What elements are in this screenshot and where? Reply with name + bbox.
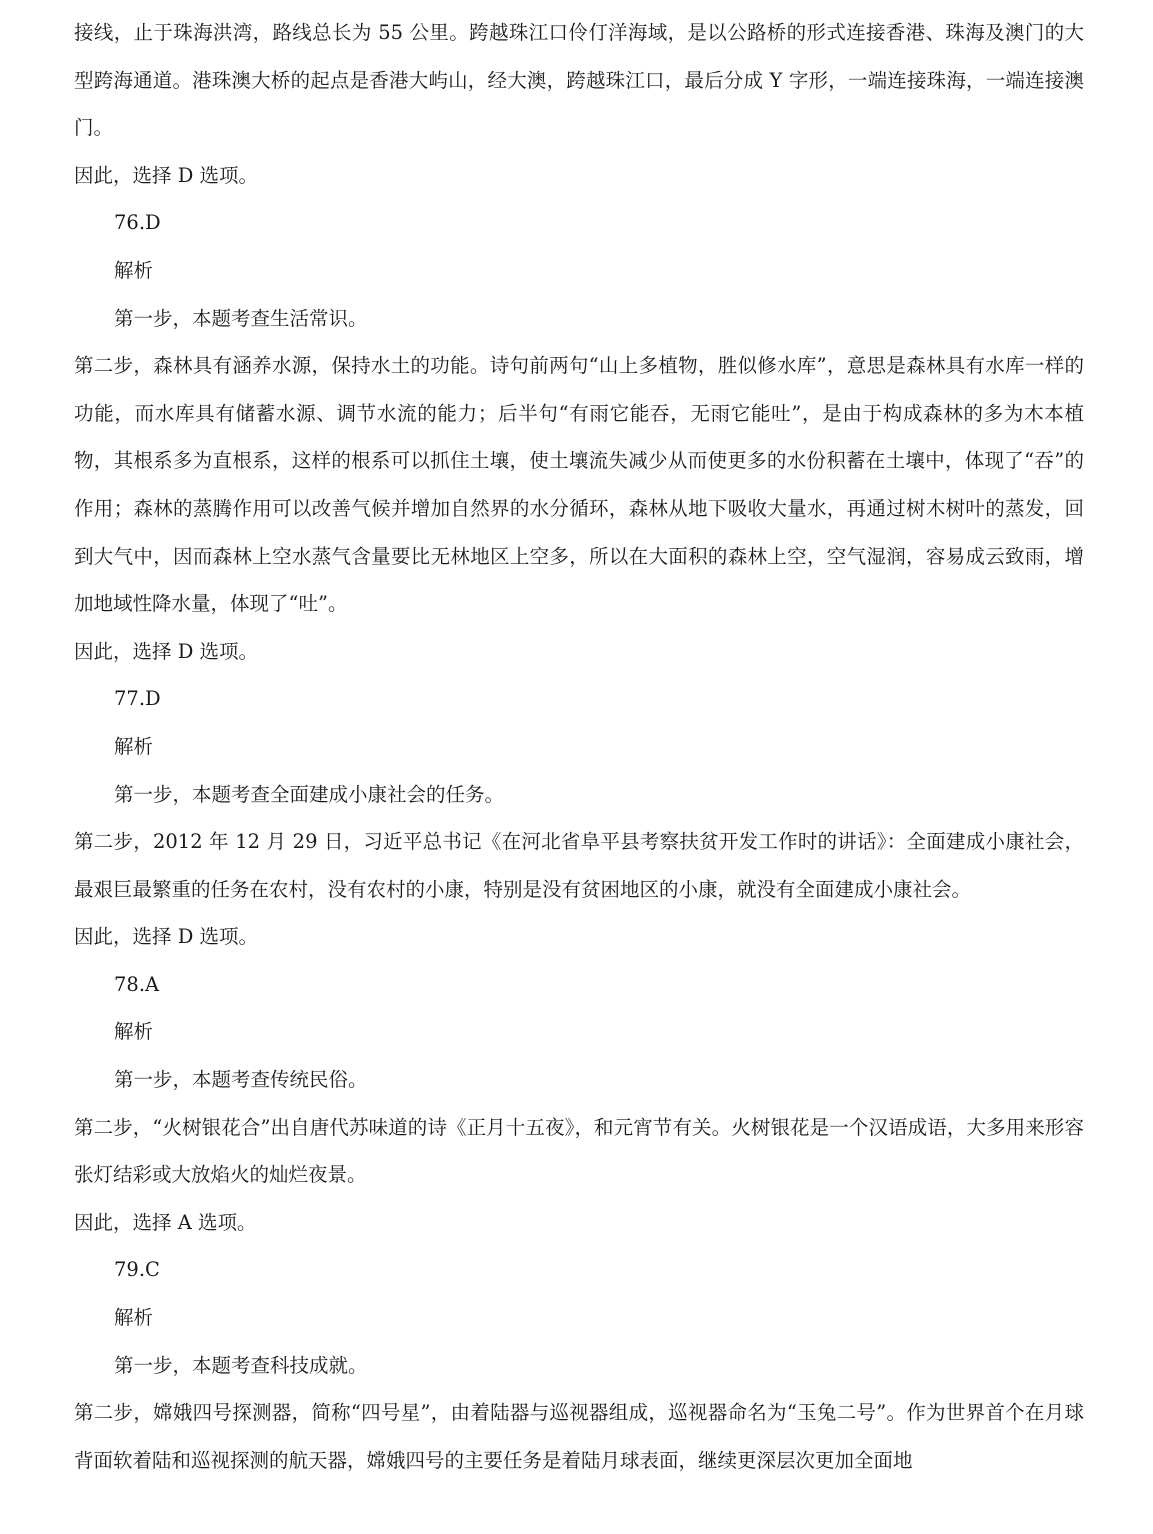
answer-79: 79.C <box>114 1258 160 1282</box>
answer-77: 77.D <box>114 687 161 711</box>
step-two-76: 第二步，森林具有涵养水源，保持水土的功能。诗句前两句“山上多植物，胜似修水库”，意思是森林具有水库一样的功能，而水库具有储蓄水源、调节水流的能力；后半句“有雨它能吞，无雨它能吐”，是由于构成森林的多为木本植物，其根系多为直根系，这样的根系可以抓住土壤，使土壤流失减少从而使更多的水份积蓄在土壤中，体现了“吞”的作用；森林的蒸腾作用可以改善气候并增加自然界的水分循环，森林从地下吸收大量水，再通过树木树叶的蒸发，回到大气中，因而森林上空水蒸气含量要比无林地区上空多，所以在大面积的森林上空，空气湿润，容易成云致雨，增加地域性降水量，体现了“吐”。 <box>74 354 1084 616</box>
step-two-79: 第二步，嫦娥四号探测器，简称“四号星”，由着陆器与巡视器组成，巡视器命名为“玉兔二号”。作为世界首个在月球背面软着陆和巡视探测的航天器，嫦娥四号的主要任务是着陆月球表面，继续更深层次更加全面地 <box>74 1401 1084 1472</box>
step-one-76: 第一步，本题考查生活常识。 <box>114 306 368 330</box>
paragraph-bridge-description: 接线，止于珠海洪湾，路线总长为 55 公里。跨越珠江口伶仃洋海域，是以公路桥的形式连接香港、珠海及澳门的大型跨海通道。港珠澳大桥的起点是香港大屿山，经大澳，跨越珠江口，最后分成 Y 字形，一端连接珠海，一端连接澳门。 <box>74 21 1084 140</box>
step-one-77: 第一步，本题考查全面建成小康社会的任务。 <box>114 782 505 806</box>
conclusion-77: 因此，选择 D 选项。 <box>74 925 259 949</box>
conclusion-78: 因此，选择 A 选项。 <box>74 1210 257 1234</box>
analysis-label-77: 解析 <box>114 734 154 758</box>
step-one-78: 第一步，本题考查传统民俗。 <box>114 1068 368 1092</box>
answer-78: 78.A <box>114 972 160 996</box>
document-body <box>74 9 1084 1484</box>
analysis-label-78: 解析 <box>114 1020 154 1044</box>
step-two-77: 第二步，2012 年 12 月 29 日，习近平总书记《在河北省阜平县考察扶贫开发工作时的讲话》：全面建成小康社会，最艰巨最繁重的任务在农村，没有农村的小康，特别是没有贫困地区的小康，就没有全面建成小康社会。 <box>74 830 1084 901</box>
analysis-label-76: 解析 <box>114 258 154 282</box>
answer-76: 76.D <box>114 211 161 235</box>
conclusion-76: 因此，选择 D 选项。 <box>74 639 259 663</box>
paragraph-conclusion-75: 因此，选择 D 选项。 <box>74 163 259 187</box>
analysis-label-79: 解析 <box>114 1306 154 1330</box>
step-two-78: 第二步，“火树银花合”出自唐代苏味道的诗《正月十五夜》，和元宵节有关。火树银花是一个汉语成语，大多用来形容张灯结彩或大放焰火的灿烂夜景。 <box>74 1115 1084 1187</box>
step-one-79: 第一步，本题考查科技成就。 <box>114 1353 368 1377</box>
